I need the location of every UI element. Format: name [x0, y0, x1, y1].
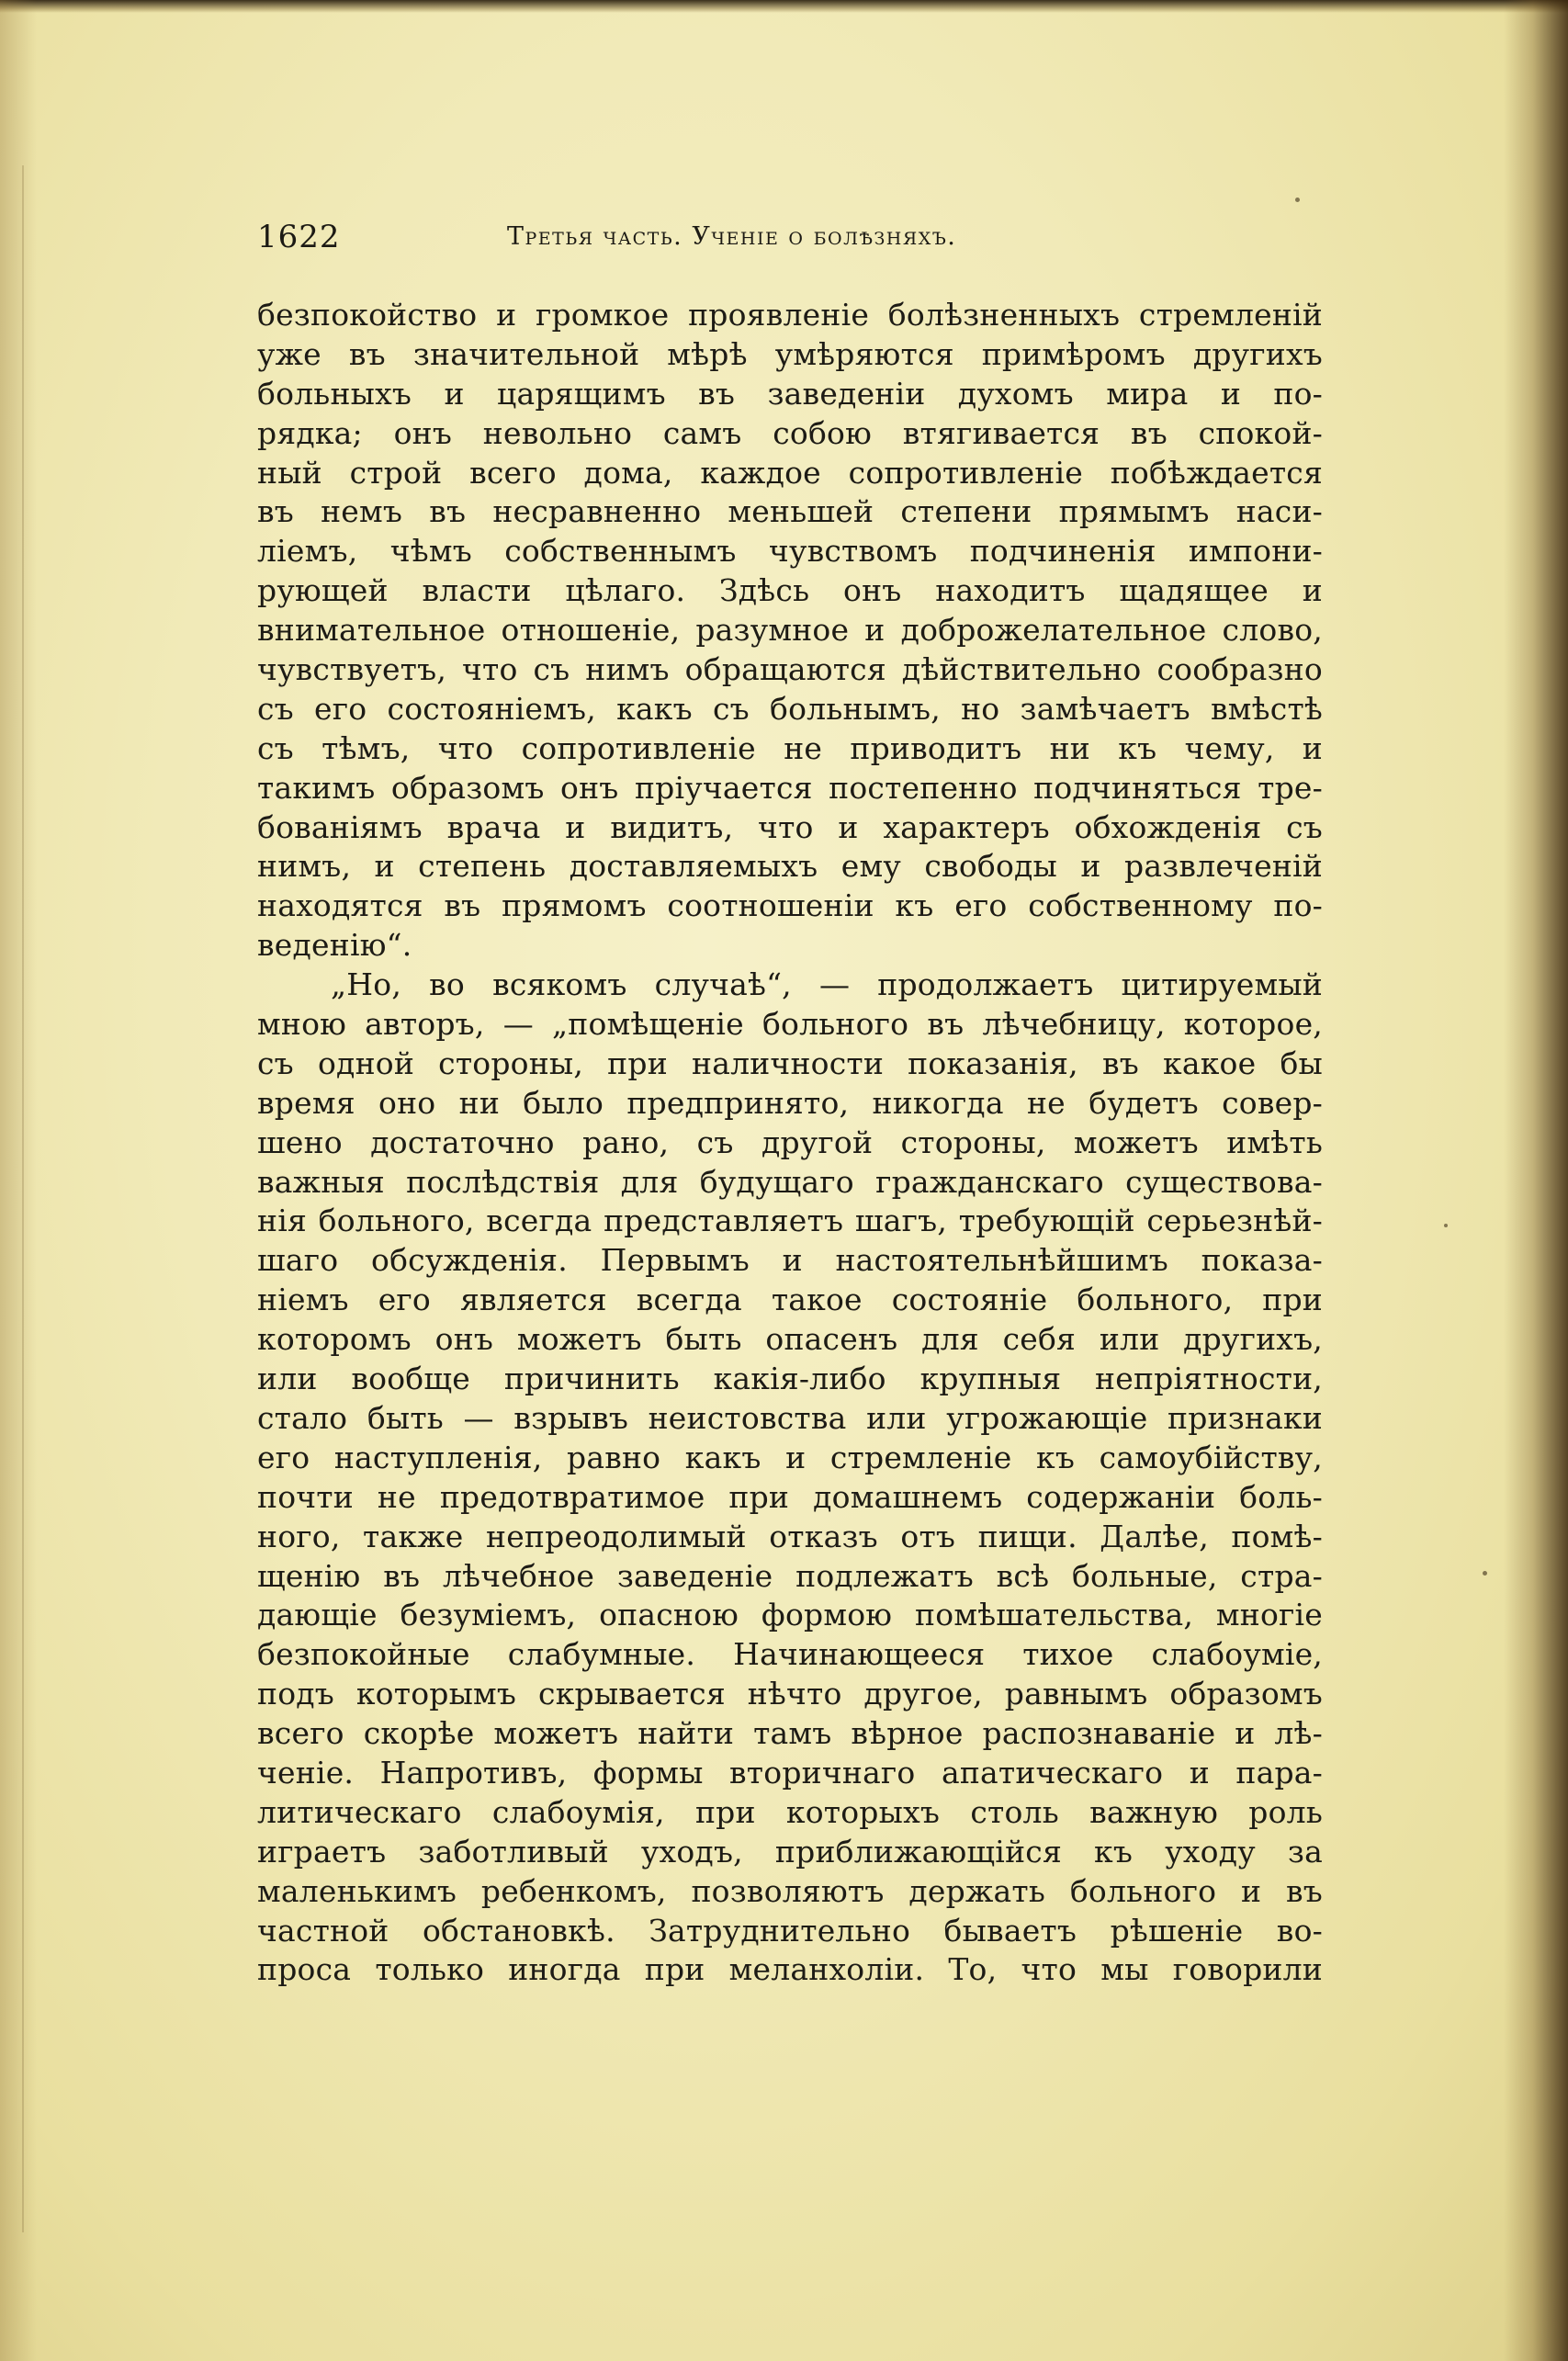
text-line: шено достаточно рано, съ другой стороны, можетъ имѣть	[257, 1124, 1323, 1160]
text-line: важныя послѣдствія для будущаго гражданскаго существова-	[257, 1163, 1323, 1200]
text-line: играетъ заботливый уходъ, приближающійся къ уходу за	[257, 1833, 1323, 1870]
text-line: которомъ онъ можетъ быть опасенъ для себя или другихъ,	[257, 1321, 1323, 1358]
text-line: чувствуетъ, что съ нимъ обращаются дѣйствительно сообразно	[257, 651, 1323, 688]
text-line: ченіе. Напротивъ, формы вторичнаго апатическаго и пара-	[257, 1754, 1323, 1791]
text-line: литическаго слабоумія, при которыхъ столь важную роль	[257, 1793, 1323, 1830]
text-line: время оно ни было предпринято, никогда не будетъ совер-	[257, 1084, 1323, 1121]
text-line: съ его состояніемъ, какъ съ больнымъ, но замѣчаетъ вмѣстѣ	[257, 690, 1323, 727]
text-line: проса только иногда при меланхоліи. То, что мы говорили	[257, 1951, 1323, 1988]
running-head	[257, 219, 1323, 255]
text-line: уже въ значительной мѣрѣ умѣряются примѣромъ другихъ	[257, 335, 1323, 372]
text-line: его наступленія, равно какъ и стремленіе къ самоубійству,	[257, 1439, 1323, 1475]
text-line: всего скорѣе можетъ найти тамъ вѣрное распознаваніе и лѣ-	[257, 1715, 1323, 1752]
text-line: такимъ образомъ онъ пріучается постепенно подчиняться тре-	[257, 769, 1323, 806]
text-line: рующей власти цѣлаго. Здѣсь онъ находитъ щадящее и	[257, 572, 1323, 609]
text-line: щенію въ лѣчебное заведеніе подлежатъ всѣ больные, стра-	[257, 1557, 1323, 1594]
text-line: дающіе безуміемъ, опасною формою помѣшательства, многіе	[257, 1597, 1323, 1633]
text-line: ліемъ, чѣмъ собственнымъ чувствомъ подчиненія импони-	[257, 533, 1323, 570]
text-line: ный строй всего дома, каждое сопротивленіе побѣждается	[257, 454, 1323, 491]
text-line: частной обстановкѣ. Затруднительно бываетъ рѣшеніе во-	[257, 1912, 1323, 1949]
body-text	[257, 296, 1323, 1990]
page-spine-shadow	[1504, 0, 1568, 2361]
text-line: рядка; онъ невольно самъ собою втягивается въ спокой-	[257, 414, 1323, 451]
text-line: съ одной стороны, при наличности показанія, въ какое бы	[257, 1045, 1323, 1081]
text-line: „Но, во всякомъ случаѣ“, — продолжаетъ цитируемый	[331, 966, 1323, 1003]
text-line: безпокойство и громкое проявленіе болѣзненныхъ стремленій	[257, 297, 1323, 333]
text-line: подъ которымъ скрывается нѣчто другое, равнымъ образомъ	[257, 1676, 1323, 1712]
text-line: бованіямъ врача и видитъ, что и характеръ обхожденія съ	[257, 808, 1323, 845]
text-line: нимъ, и степень доставляемыхъ ему свободы и развлеченій	[257, 848, 1323, 885]
text-line: маленькимъ ребенкомъ, позволяютъ держать больного и въ	[257, 1872, 1323, 1909]
paper-speck	[1295, 198, 1300, 202]
text-line: или вообще причинить какія-либо крупныя непріятности,	[257, 1361, 1323, 1397]
running-title: Третья часть. Ученіе о болѣзняхъ.	[507, 222, 957, 251]
text-line: стало быть — взрывъ неистовства или угрожающіе признаки	[257, 1399, 1323, 1436]
text-line: ного, также непреодолимый отказъ отъ пищи. Далѣе, помѣ-	[257, 1518, 1323, 1554]
page-top-edge	[0, 0, 1568, 13]
text-line: шаго обсужденія. Первымъ и настоятельнѣйшимъ показа-	[257, 1242, 1323, 1279]
text-line: мною авторъ, — „помѣщеніе больного въ лѣчебницу, которое,	[257, 1006, 1323, 1043]
text-line: съ тѣмъ, что сопротивленіе не приводитъ ни къ чему, и	[257, 729, 1323, 766]
text-line: больныхъ и царящимъ въ заведеніи духомъ мира и по-	[257, 375, 1323, 412]
text-line: нія больного, всегда представляетъ шагъ, требующій серьезнѣй-	[257, 1203, 1323, 1239]
paper-speck	[1444, 1224, 1448, 1227]
text-line: внимательное отношеніе, разумное и доброжелательное слово,	[257, 612, 1323, 649]
page-left-fold	[22, 165, 24, 2232]
text-line: веденію“.	[257, 927, 412, 964]
page-number: 1622	[257, 219, 341, 255]
text-line: безпокойные слабумные. Начинающееся тихое слабоуміе,	[257, 1636, 1323, 1673]
paper-speck	[1483, 1571, 1487, 1576]
text-line: почти не предотвратимое при домашнемъ содержаніи боль-	[257, 1478, 1323, 1515]
text-line: находятся въ прямомъ соотношеніи къ его собственному по-	[257, 887, 1323, 924]
text-line: въ немъ въ несравненно меньшей степени прямымъ наси-	[257, 493, 1323, 530]
text-line: ніемъ его является всегда такое состояніе больного, при	[257, 1282, 1323, 1318]
page-left-edge	[0, 0, 37, 2361]
